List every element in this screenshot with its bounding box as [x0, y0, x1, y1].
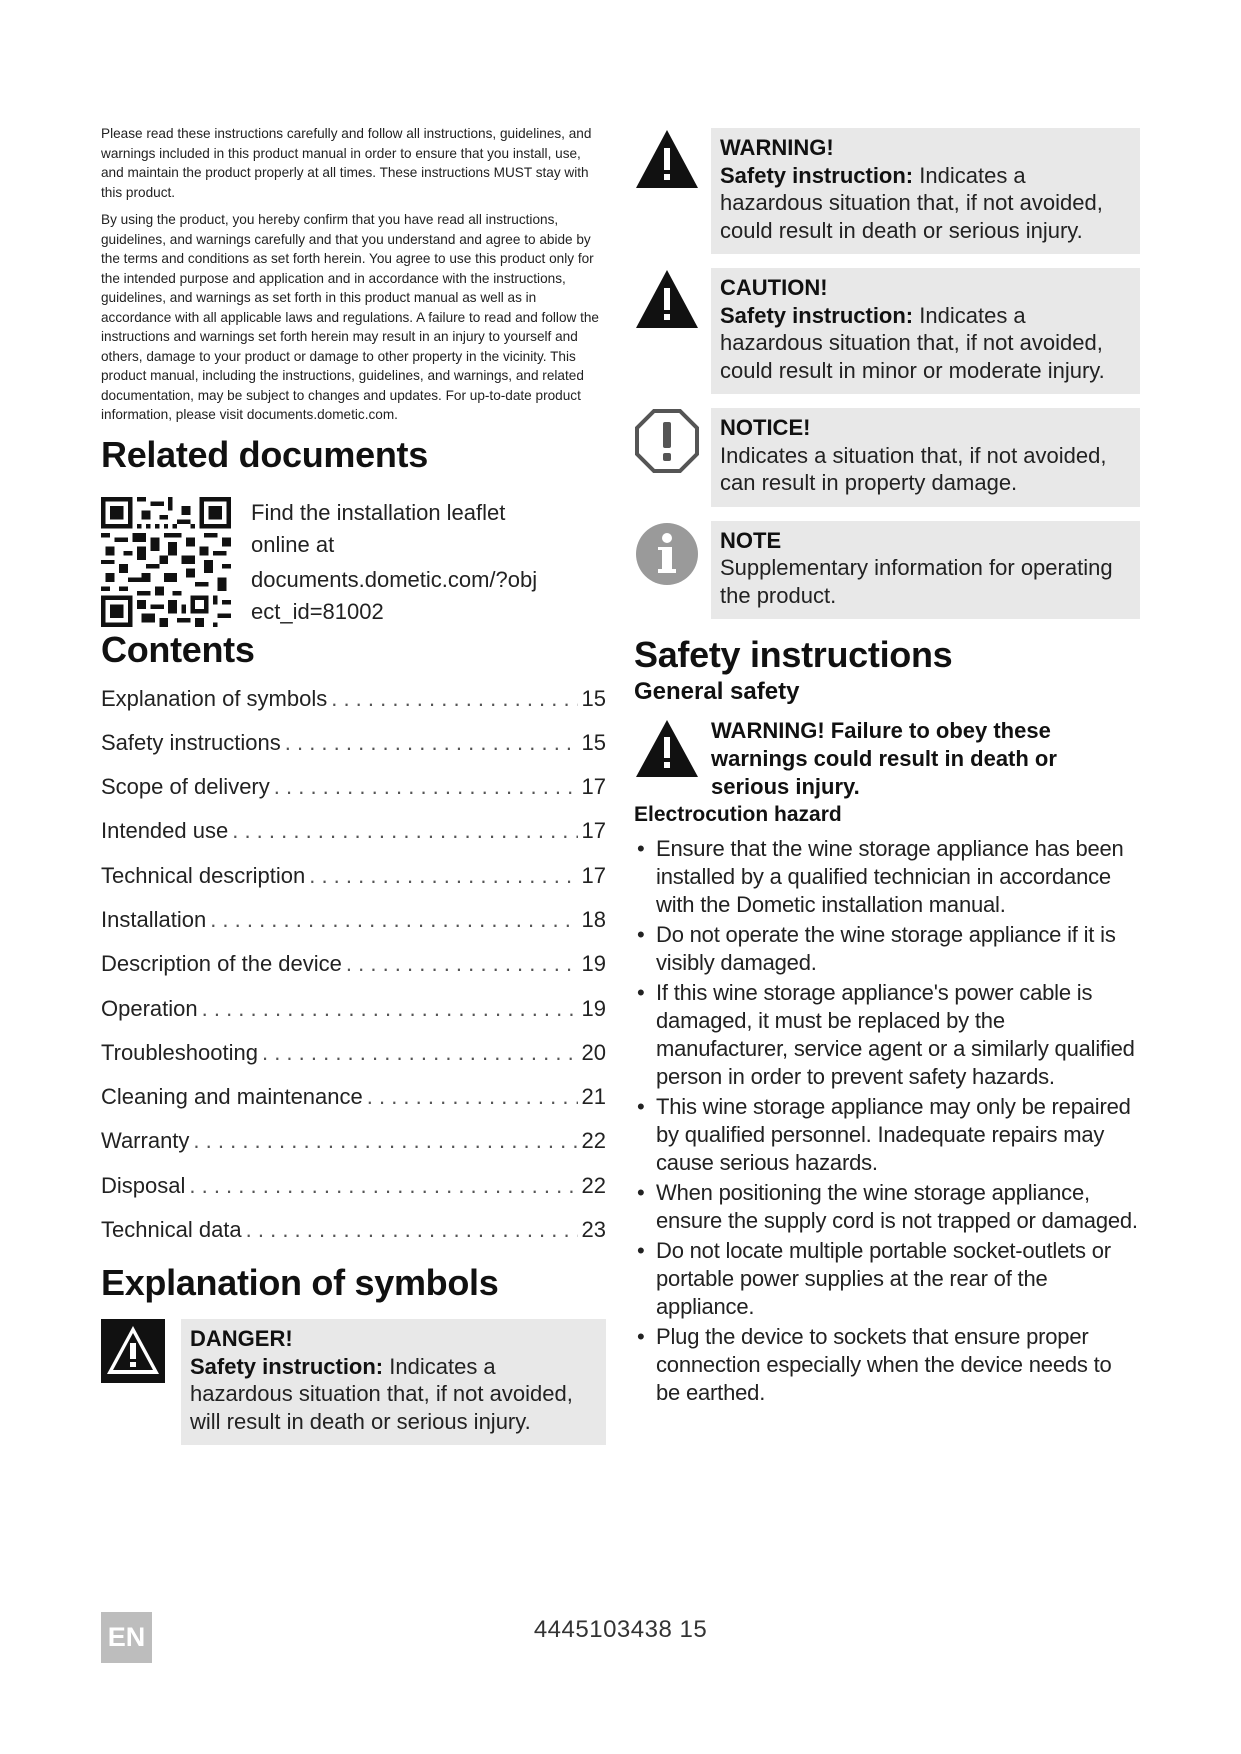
list-item: • Do not operate the wine storage appliance if it is visibly damaged.: [634, 921, 1140, 977]
info-icon: [634, 521, 700, 587]
safety-instructions-heading: Safety instructions: [634, 634, 953, 675]
caution-triangle-icon: [634, 268, 700, 334]
general-warning-block: [634, 717, 1140, 801]
note-heading: NOTE: [720, 527, 782, 553]
list-item: • Do not locate multiple portable socket-outlets or portable power supplies at the rear of the appliance.: [634, 1237, 1140, 1321]
list-item: • When positioning the wine storage appliance, ensure the supply cord is not trapped or damaged.: [634, 1179, 1140, 1235]
electrocution-hazard-heading: Electrocution hazard: [634, 803, 842, 826]
caution-text: Indicates a hazardous situation that, if not avoided, could result in minor or moderate injury.: [720, 302, 1105, 383]
caution-symbol-block: [634, 268, 1140, 394]
warning-heading: WARNING!: [720, 135, 834, 160]
caution-lead: Safety instruction:: [720, 302, 914, 328]
toc-item[interactable]: Disposal . . . 22: [101, 1173, 606, 1217]
toc-item[interactable]: Safety instructions . . . 15: [101, 730, 606, 774]
toc-item[interactable]: Warranty . . . 22: [101, 1128, 606, 1172]
related-documents-heading: Related documents: [101, 433, 428, 475]
toc-item[interactable]: Explanation of symbols . . . 15: [101, 686, 606, 730]
general-warning-text: WARNING! Failure to obey these warnings could result in death or serious injury.: [711, 718, 1057, 799]
danger-heading: DANGER!: [190, 1326, 293, 1352]
intro-paragraph-2: By using the product, you hereby confirm that you have read all instructions, guidelines, and warnings carefully and that you understand and agree to abide by the terms and conditions as set forth herein. You agree to use this product only for the intended purpose and application and in accordance with the instructions, guidelines, and warnings as set forth in this product manual as well as in accordance with all applicable laws and regulations. A failure to read and follow the instructions and warnings set forth herein may result in an injury to yourself and others, damage to your product or damage to other property in the vicinity. This product manual, including the instructions, guidelines, and warnings, and related documentation, may be subject to changes and updates. For up-to-date product information, please visit documents.dometic.com.: [101, 212, 599, 422]
danger-warning-icon: [101, 1319, 165, 1383]
related-text-line-1: Find the installation leaflet online at: [251, 499, 506, 557]
page-footer-code: 4445103438 15: [533, 1616, 708, 1643]
toc-item[interactable]: Technical data . . . 23: [101, 1217, 606, 1261]
notice-octagon-icon: [634, 408, 700, 474]
toc-item[interactable]: Technical description . . . 17: [101, 863, 606, 907]
electrocution-bullet-list: [634, 835, 1140, 1407]
list-item: • If this wine storage appliance's power cable is damaged, it must be replaced by the manufacturer, service agent or a similarly qualified person in order to prevent safety hazards.: [634, 979, 1140, 1091]
warning-text: Indicates a hazardous situation that, if not avoided, could result in death or serious injury.: [720, 162, 1103, 243]
warning-lead: Safety instruction:: [720, 162, 914, 188]
right-column: [634, 128, 1140, 1409]
notice-symbol-block: [634, 408, 1140, 507]
toc-item[interactable]: Troubleshooting . . . 20: [101, 1040, 606, 1084]
intro-paragraph-1: Please read these instructions carefully and follow all instructions, guidelines, and warnings included in this product manual in order to ensure that you install, use, and maintain the product properly at all times. These instructions MUST stay with this product.: [101, 126, 592, 200]
note-text: Supplementary information for operating the product.: [720, 555, 1113, 608]
danger-lead: Safety instruction:: [190, 1353, 384, 1379]
toc-item[interactable]: Cleaning and maintenance . . . 21: [101, 1084, 606, 1128]
toc-item[interactable]: Installation . . . 18: [101, 907, 606, 951]
left-column: [101, 124, 606, 1445]
general-safety-heading: General safety: [634, 678, 800, 705]
notice-text: Indicates a situation that, if not avoided, can result in property damage.: [720, 442, 1107, 495]
danger-symbol-block: [101, 1319, 606, 1445]
danger-text: Indicates a hazardous situation that, if not avoided, will result in death or serious injury.: [190, 1353, 573, 1434]
list-item: • This wine storage appliance may only be repaired by qualified personnel. Inadequate repairs may cause serious hazards.: [634, 1093, 1140, 1177]
table-of-contents: [101, 686, 606, 1262]
notice-heading: NOTICE!: [720, 415, 811, 440]
toc-item[interactable]: Operation . . . 19: [101, 996, 606, 1040]
language-badge: EN: [101, 1612, 152, 1663]
toc-item[interactable]: Scope of delivery . . . 17: [101, 774, 606, 818]
related-link[interactable]: documents.dometic.com/?object_id=81002: [251, 566, 538, 624]
caution-heading: CAUTION!: [720, 275, 828, 300]
explanation-of-symbols-heading: Explanation of symbols: [101, 1262, 499, 1304]
qr-code-icon: [101, 497, 231, 627]
warning-symbol-block: [634, 128, 1140, 254]
toc-item[interactable]: Description of the device . . . 19: [101, 951, 606, 995]
list-item: • Ensure that the wine storage appliance has been installed by a qualified technician in accordance with the Dometic installation manual.: [634, 835, 1140, 919]
warning-triangle-icon: [634, 128, 700, 194]
warning-triangle-icon: [634, 719, 700, 779]
intro-text: [101, 124, 606, 425]
related-documents: [101, 497, 606, 628]
toc-item[interactable]: Intended use . . . 17: [101, 818, 606, 862]
list-item: • Plug the device to sockets that ensure proper connection especially when the device needs to be earthed.: [634, 1323, 1140, 1407]
note-symbol-block: [634, 521, 1140, 620]
contents-heading: Contents: [101, 628, 255, 670]
